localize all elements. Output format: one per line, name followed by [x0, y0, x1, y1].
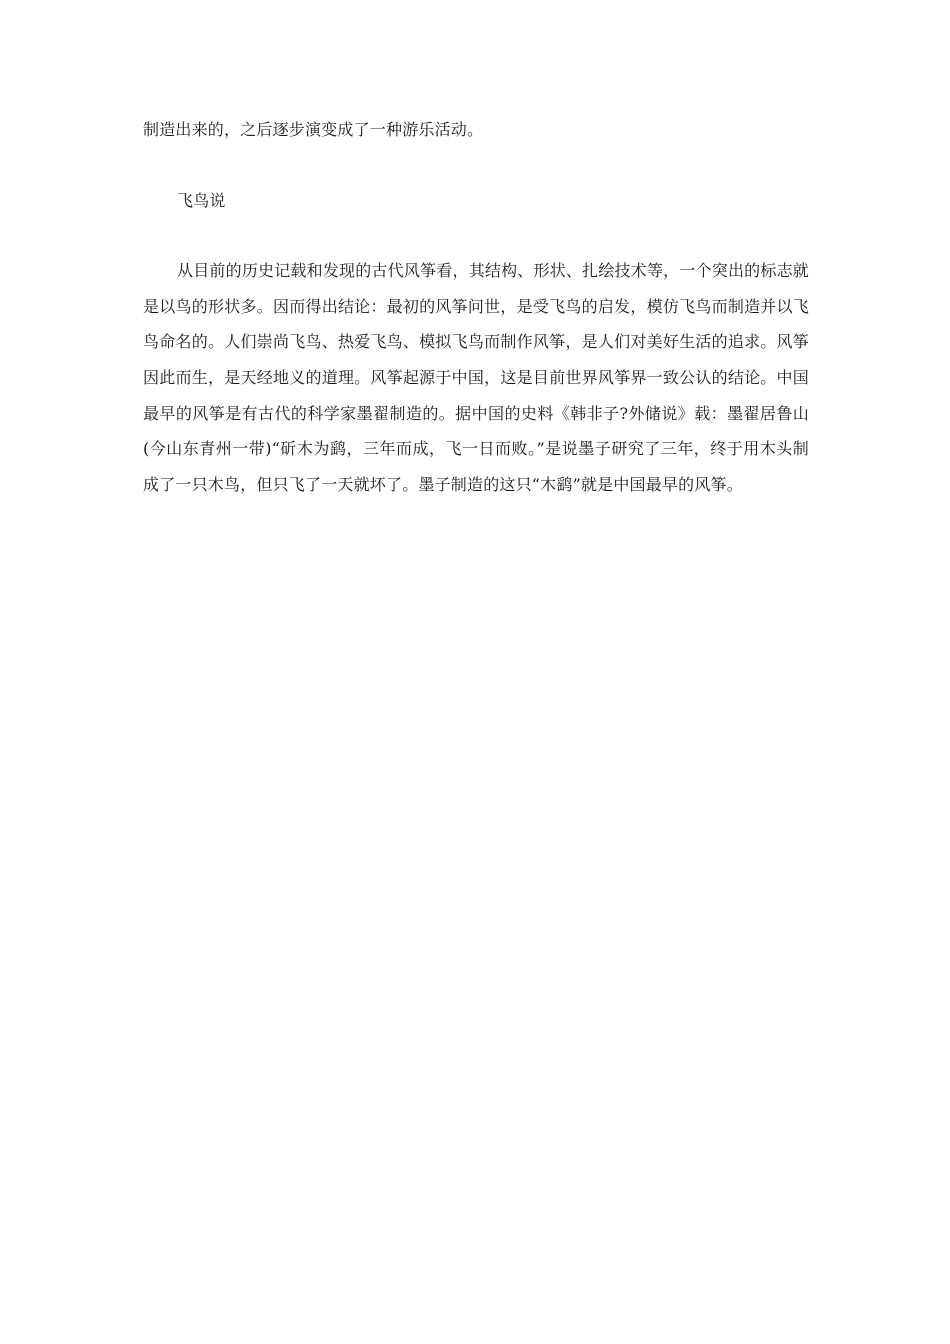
- body-paragraph: 从目前的历史记载和发现的古代风筝看，其结构、形状、扎绘技术等，一个突出的标志就是以鸟的形状多。因而得出结论：最初的风筝问世，是受飞鸟的启发，模仿飞鸟而制造并以飞鸟命名的。人们崇尚飞鸟、热爱飞鸟、模拟飞鸟而制作风筝，是人们对美好生活的追求。风筝因此而生，是天经地义的道理。风筝起源于中国，这是目前世界风筝界一致公认的结论。中国最早的风筝是有古代的科学家墨翟制造的。据中国的史料《韩非子?外储说》载：墨翟居鲁山(今山东青州一带)“斫木为鹞，三年而成，飞一日而败。”是说墨子研究了三年，终于用木头制成了一只木鸟，但只飞了一天就坏了。墨子制造的这只“木鹞”就是中国最早的风筝。: [143, 261, 809, 494]
- continuation-paragraph: 制造出来的，之后逐步演变成了一种游乐活动。: [143, 120, 484, 139]
- document-content: [143, 112, 809, 502]
- section-heading: 飞鸟说: [177, 190, 226, 210]
